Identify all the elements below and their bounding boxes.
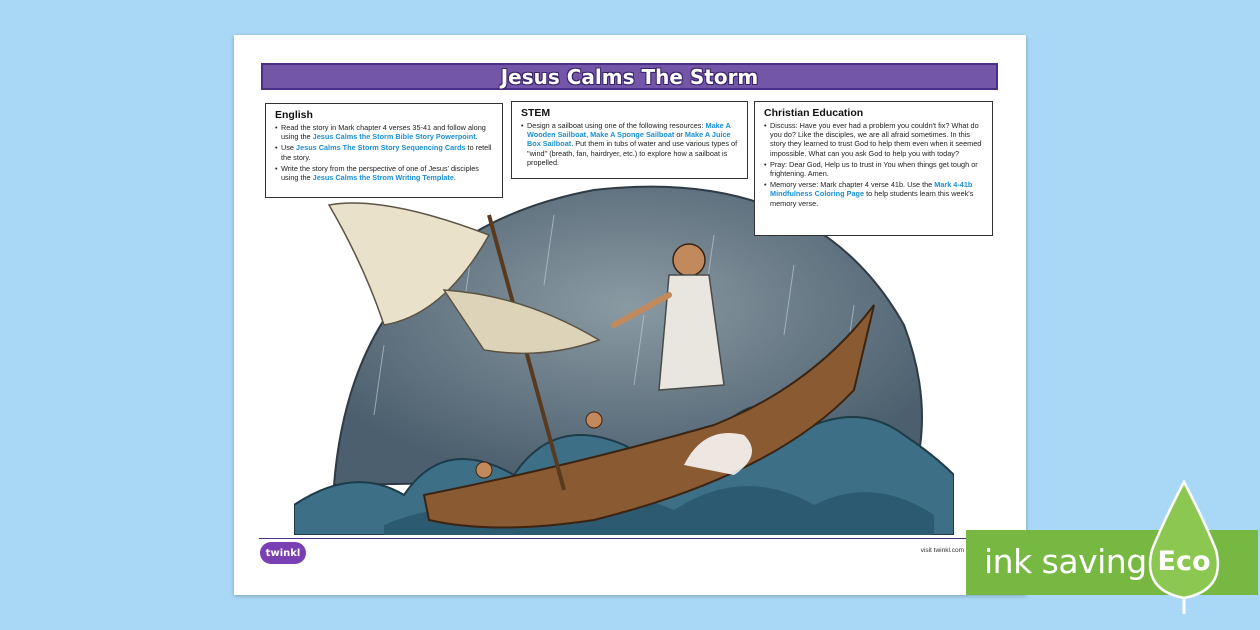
english-box [265, 103, 503, 198]
christian-education-list [764, 121, 985, 208]
eco-leaf-icon [1146, 480, 1222, 616]
stem-heading: STEM [521, 107, 551, 119]
item-text: . [475, 132, 478, 142]
twinkl-logo[interactable]: twinkl [260, 542, 306, 564]
christian-education-heading: Christian Education [764, 107, 864, 119]
page-title: Jesus Calms The Storm [500, 64, 759, 89]
item-text: to retell the story. [281, 143, 492, 162]
list-item [275, 164, 495, 182]
item-text: Read the story in Mark chapter 4 verses 35-41 and follow along using the [281, 123, 486, 142]
item-text: Use [281, 143, 297, 153]
sponge-sailboat-link[interactable]: Make A Sponge Sailboat [590, 130, 675, 140]
powerpoint-link[interactable]: Jesus Calms the Storm Bible Story Powerpoint [312, 132, 476, 142]
item-text: Design a sailboat using one of the following resources: [527, 121, 706, 130]
stem-list [521, 121, 740, 167]
jesus-figure [673, 244, 705, 276]
juice-box-sailboat-link[interactable]: Make A Juice Box Sailboat [527, 130, 731, 149]
list-item: • Discuss: Have you ever had a problem you couldn't fix? What do you do? Like the disciples, we are all afraid sometimes. In this story they learned to trust God to help them even when it seemed impossible. What can you ask God to help you with today? [764, 121, 985, 158]
item-text: . Put them in tubs of water and use various types of "wind" (breath, fan, hairdryer, etc.) to explore how a sailboat is propelled. [527, 139, 738, 167]
english-list [275, 123, 495, 182]
item-text: or [674, 130, 685, 140]
sequencing-cards-link[interactable]: Jesus Calms The Storm Story Sequencing Cards [296, 143, 466, 153]
coloring-page-link[interactable]: Mark 4-41b Mindfulness Coloring Page [770, 180, 973, 199]
item-text: . [453, 173, 456, 183]
eco-label: Eco [1157, 546, 1211, 577]
stem-box [511, 101, 748, 179]
list-item [275, 123, 495, 141]
christian-education-box [754, 101, 993, 236]
ink-saving-label: ink saving [984, 542, 1147, 581]
visit-link[interactable]: visit twinkl.com [920, 547, 964, 554]
item-text: to help students learn this week's memory verse. [770, 189, 974, 208]
list-item [521, 121, 740, 167]
list-item: • Pray: Dear God, Help us to trust in You when things get tough or frightening. Amen. [764, 160, 985, 178]
writing-template-link[interactable]: Jesus Calms the Strom Writing Template [312, 173, 454, 183]
wooden-sailboat-link[interactable]: Make A Wooden Sailboat [527, 121, 731, 140]
item-text: Write the story from the perspective of one of Jesus' disciples using the [281, 163, 479, 183]
list-item [275, 143, 495, 161]
activity-sheet [234, 35, 1026, 595]
footer-divider [259, 538, 1001, 539]
item-text: , [586, 130, 591, 140]
list-item [764, 180, 985, 208]
title-banner [261, 63, 998, 90]
english-heading: English [275, 109, 313, 121]
item-text: Memory verse: Mark chapter 4 verse 41b. Use the [770, 180, 935, 190]
